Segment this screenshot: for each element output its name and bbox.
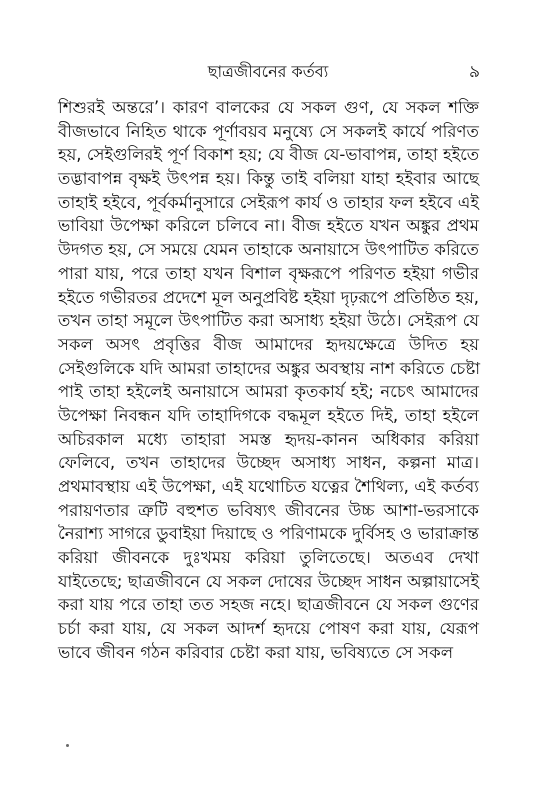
body-line: হয়, সেইগুলিরই পূর্ণ বিকাশ হয়; যে বীজ যে-ভাবাপন্ন, তাহা হইতে	[58, 145, 479, 165]
body-line: অচিরকাল মধ্যে তাহারা সমস্ত হৃদয়-কানন অধিকার করিয়া	[58, 429, 479, 449]
body-line: হইতে গভীরতর প্রদেশে মূল অনুপ্রবিষ্ট হইয়া দৃঢ়রূপে প্রতিষ্ঠিত হয়,	[58, 287, 479, 307]
page-number: ৯	[468, 62, 480, 82]
body-line: তদ্ভাবাপন্ন বৃক্ষই উৎপন্ন হয়। কিন্তু তাই বলিয়া যাহা হইবার আছে	[58, 169, 479, 189]
body-line: পাই তাহা হইলেই অনায়াসে আমরা কৃতকার্য হই; নচেৎ আমাদের	[58, 382, 479, 402]
body-line: করা যায় পরে তাহা তত সহজ নহে। ছাত্রজীবনে যে সকল গুণের	[58, 595, 479, 615]
body-line: নৈরাশ্য সাগরে ডুবাইয়া দিয়াছে ও পরিণামকে দুর্বিসহ ও ভারাক্রান্ত	[58, 524, 479, 544]
body-line: ফেলিবে, তখন তাহাদের উচ্ছেদ অসাধ্য সাধন, কল্পনা মাত্র।	[58, 453, 479, 473]
body-line: উপেক্ষা নিবন্ধন যদি তাহাদিগকে বদ্ধমূল হইতে দিই, তাহা হইলে	[58, 405, 479, 425]
paper-speck	[66, 744, 69, 747]
body-line: প্রথমাবস্থায় এই উপেক্ষা, এই যথোচিত যত্নের শৈথিল্য, এই কর্তব্য	[58, 477, 479, 496]
body-line: শিশুরই অন্তরে’। কারণ বালকের যে সকল গুণ, যে সকল শক্তি	[58, 98, 479, 117]
body-line: উদগত হয়, সে সময়ে যেমন তাহাকে অনায়াসে উৎপাটিত করিতে	[58, 240, 479, 260]
body-line: পারা যায়, পরে তাহা যখন বিশাল বৃক্ষরূপে পরিণত হইয়া গভীর	[58, 263, 479, 283]
body-line: চর্চা করা যায়, যে সকল আদর্শ হৃদয়ে পোষণ করা যায়, যেরূপ	[58, 619, 479, 639]
body-line: তখন তাহা সমূলে উৎপাটিত করা অসাধ্য হইয়া উঠে। সেইরূপ যে	[58, 311, 479, 331]
body-line: ভাবে জীবন গঠন করিবার চেষ্টা করা যায়, ভবিষ্যতে সে সকল	[58, 642, 454, 662]
body-line: সেইগুলিকে যদি আমরা তাহাদের অঙ্কুর অবস্থায় নাশ করিতে চেষ্টা	[58, 358, 481, 378]
body-line: করিয়া জীবনকে দুঃখময় করিয়া তুলিতেছে। অতএব দেখা	[58, 548, 479, 568]
body-line: তাহাই হইবে, পূর্বকর্মানুসারে সেইরূপ কার্য ও তাহার ফল হইবে এই	[58, 192, 479, 212]
running-title: ছাত্রজীবনের কর্তব্য	[207, 62, 329, 81]
body-line: ভাবিয়া উপেক্ষা করিলে চলিবে না। বীজ হইতে যখন অঙ্কুর প্রথম	[58, 216, 479, 236]
body-line: সকল অসৎ প্রবৃত্তির বীজ আমাদের হৃদয়ক্ষেত্রে উদিত হয়	[58, 334, 479, 354]
body-line: পরায়ণতার ত্রুটি বহুশত ভবিষ্যৎ জীবনের উচ্চ আশা-ভরসাকে	[58, 500, 479, 520]
running-header	[0, 60, 536, 84]
body-line: বীজভাবে নিহিত থাকে পূর্ণাবয়ব মনুষ্যে সে সকলই কার্যে পরিণত	[58, 121, 479, 141]
body-text	[58, 96, 479, 665]
body-line: যাইতেছে; ছাত্রজীবনে যে সকল দোষের উচ্ছেদ সাধন অল্পায়াসেই	[58, 571, 480, 591]
